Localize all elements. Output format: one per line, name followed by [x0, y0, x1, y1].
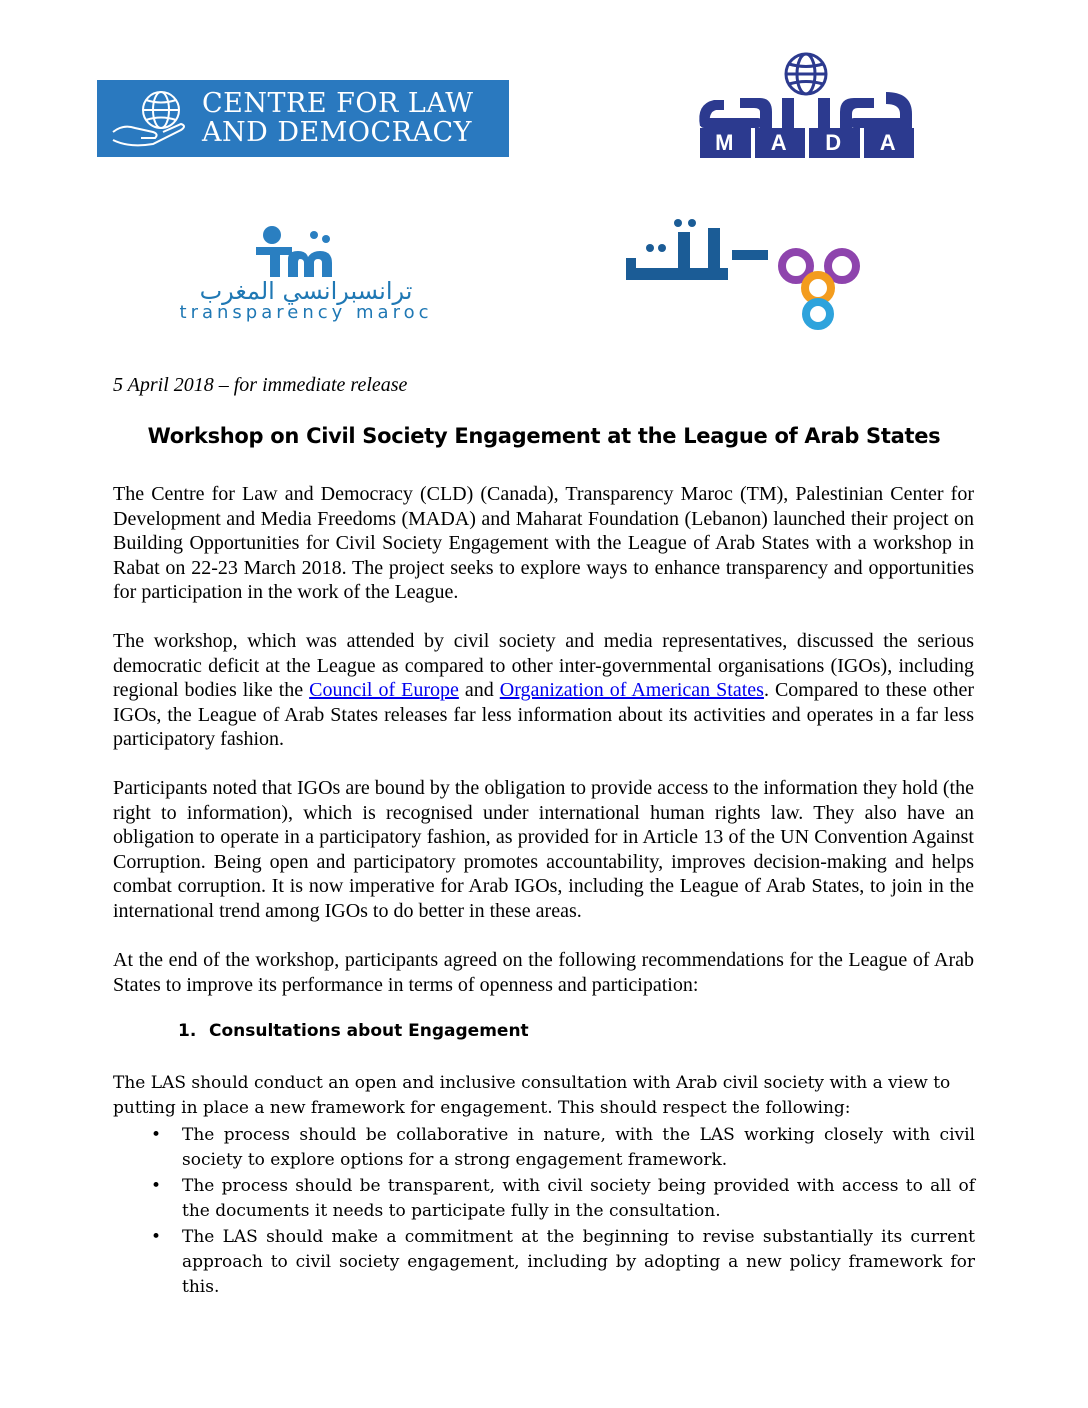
list-item	[146, 1123, 975, 1173]
paragraph-text: and	[458, 679, 500, 701]
paragraph-text: . Compared to these other IGOs, the League of Arab States releases far less information about its activities and operates in a far less participatory fashion.	[113, 679, 974, 750]
tm-latin-wordmark: transparency maroc	[179, 302, 433, 323]
cld-wordmark	[202, 89, 474, 147]
release-date: 5 April 2018 – for immediate release	[113, 374, 408, 396]
paragraph-recommendations: At the end of the workshop, participants agreed on the following recommendations for the League of Arab States to improve its performance in terms of openness and participation:	[113, 949, 974, 996]
mada-letter: A	[755, 128, 806, 158]
mada-emblem-icon	[690, 48, 922, 130]
council-of-europe-link[interactable]: Council of Europe	[309, 679, 459, 701]
hand-globe-icon	[109, 86, 197, 152]
paragraph-intro: The Centre for Law and Democracy (CLD) (Canada), Transparency Maroc (TM), Palestinian Center for Development and Media Freedoms (MADA) and Maharat Foundation (Lebanon) launched their project on Building Opportunities for Civil Society Engagement with the League of Arab States with a workshop in Rabat on 22-23 March 2018. The project seeks to explore ways to enhance transparency and opportunities for participation in the work of the League.	[113, 483, 974, 603]
cld-logo	[97, 80, 509, 157]
tm-arabic-wordmark: ترانسبرانسي المغرب	[199, 277, 413, 305]
bullet-icon: •	[151, 1176, 162, 1196]
mada-letter: A	[864, 128, 915, 158]
cld-wordmark-line1: CENTRE FOR LAW	[202, 88, 474, 119]
oas-link[interactable]: Organization of American States	[499, 679, 764, 701]
mada-letter: M	[700, 128, 751, 158]
transparency-maroc-logo	[150, 225, 462, 325]
paragraph-workshop	[113, 629, 974, 752]
cld-wordmark-line2: AND DEMOCRACY	[202, 117, 472, 148]
maharat-logo	[620, 218, 865, 330]
tm-emblem-icon	[252, 225, 348, 279]
paragraph-text: The workshop, which was attended by civil society and media representatives, discussed the serious democratic deficit at the League as compared to other inter-governmental organisations (IGOs), including regional bodies like the	[113, 630, 974, 701]
paragraph-obligations: Participants noted that IGOs are bound by the obligation to provide access to the information they hold (the right to information), which is recognised under international human rights law. They also have an obligation to operate in a participatory fashion, as provided for in Article 13 of the UN Convention Against Corruption. Being open and participatory promotes accountability, improves decision-making and helps combat corruption. It is now imperative for Arab IGOs, including the League of Arab States, to join in the international trend among IGOs to do better in these areas.	[113, 777, 974, 922]
section-number: 1.	[178, 1021, 197, 1041]
paragraph-consultation: The LAS should conduct an open and inclusive consultation with Arab civil society with a view to putting in place a new framework for engagement. This should respect the following:	[113, 1073, 951, 1118]
mada-wordmark	[698, 128, 916, 158]
bullet-icon: •	[151, 1125, 162, 1145]
maharat-emblem-icon	[620, 218, 865, 330]
list-item-text: The process should be transparent, with civil society being provided with access to all of the documents it needs to participate fully in the consultation.	[182, 1176, 975, 1221]
mada-logo	[690, 48, 922, 166]
list-item	[146, 1174, 975, 1224]
section-heading	[178, 1021, 529, 1041]
section-title: Consultations about Engagement	[209, 1021, 529, 1041]
bullet-icon: •	[151, 1227, 162, 1247]
list-item	[146, 1225, 975, 1300]
list-item-text: The process should be collaborative in nature, with the LAS working closely with civil society to explore options for a strong engagement framework.	[182, 1125, 975, 1170]
list-item-text: The LAS should make a commitment at the beginning to revise substantially its current approach to civil society engagement, including by adopting a new policy framework for this.	[182, 1227, 975, 1297]
recommendation-list	[146, 1123, 975, 1301]
mada-letter: D	[809, 128, 860, 158]
document-title: Workshop on Civil Society Engagement at the League of Arab States	[147, 424, 941, 448]
